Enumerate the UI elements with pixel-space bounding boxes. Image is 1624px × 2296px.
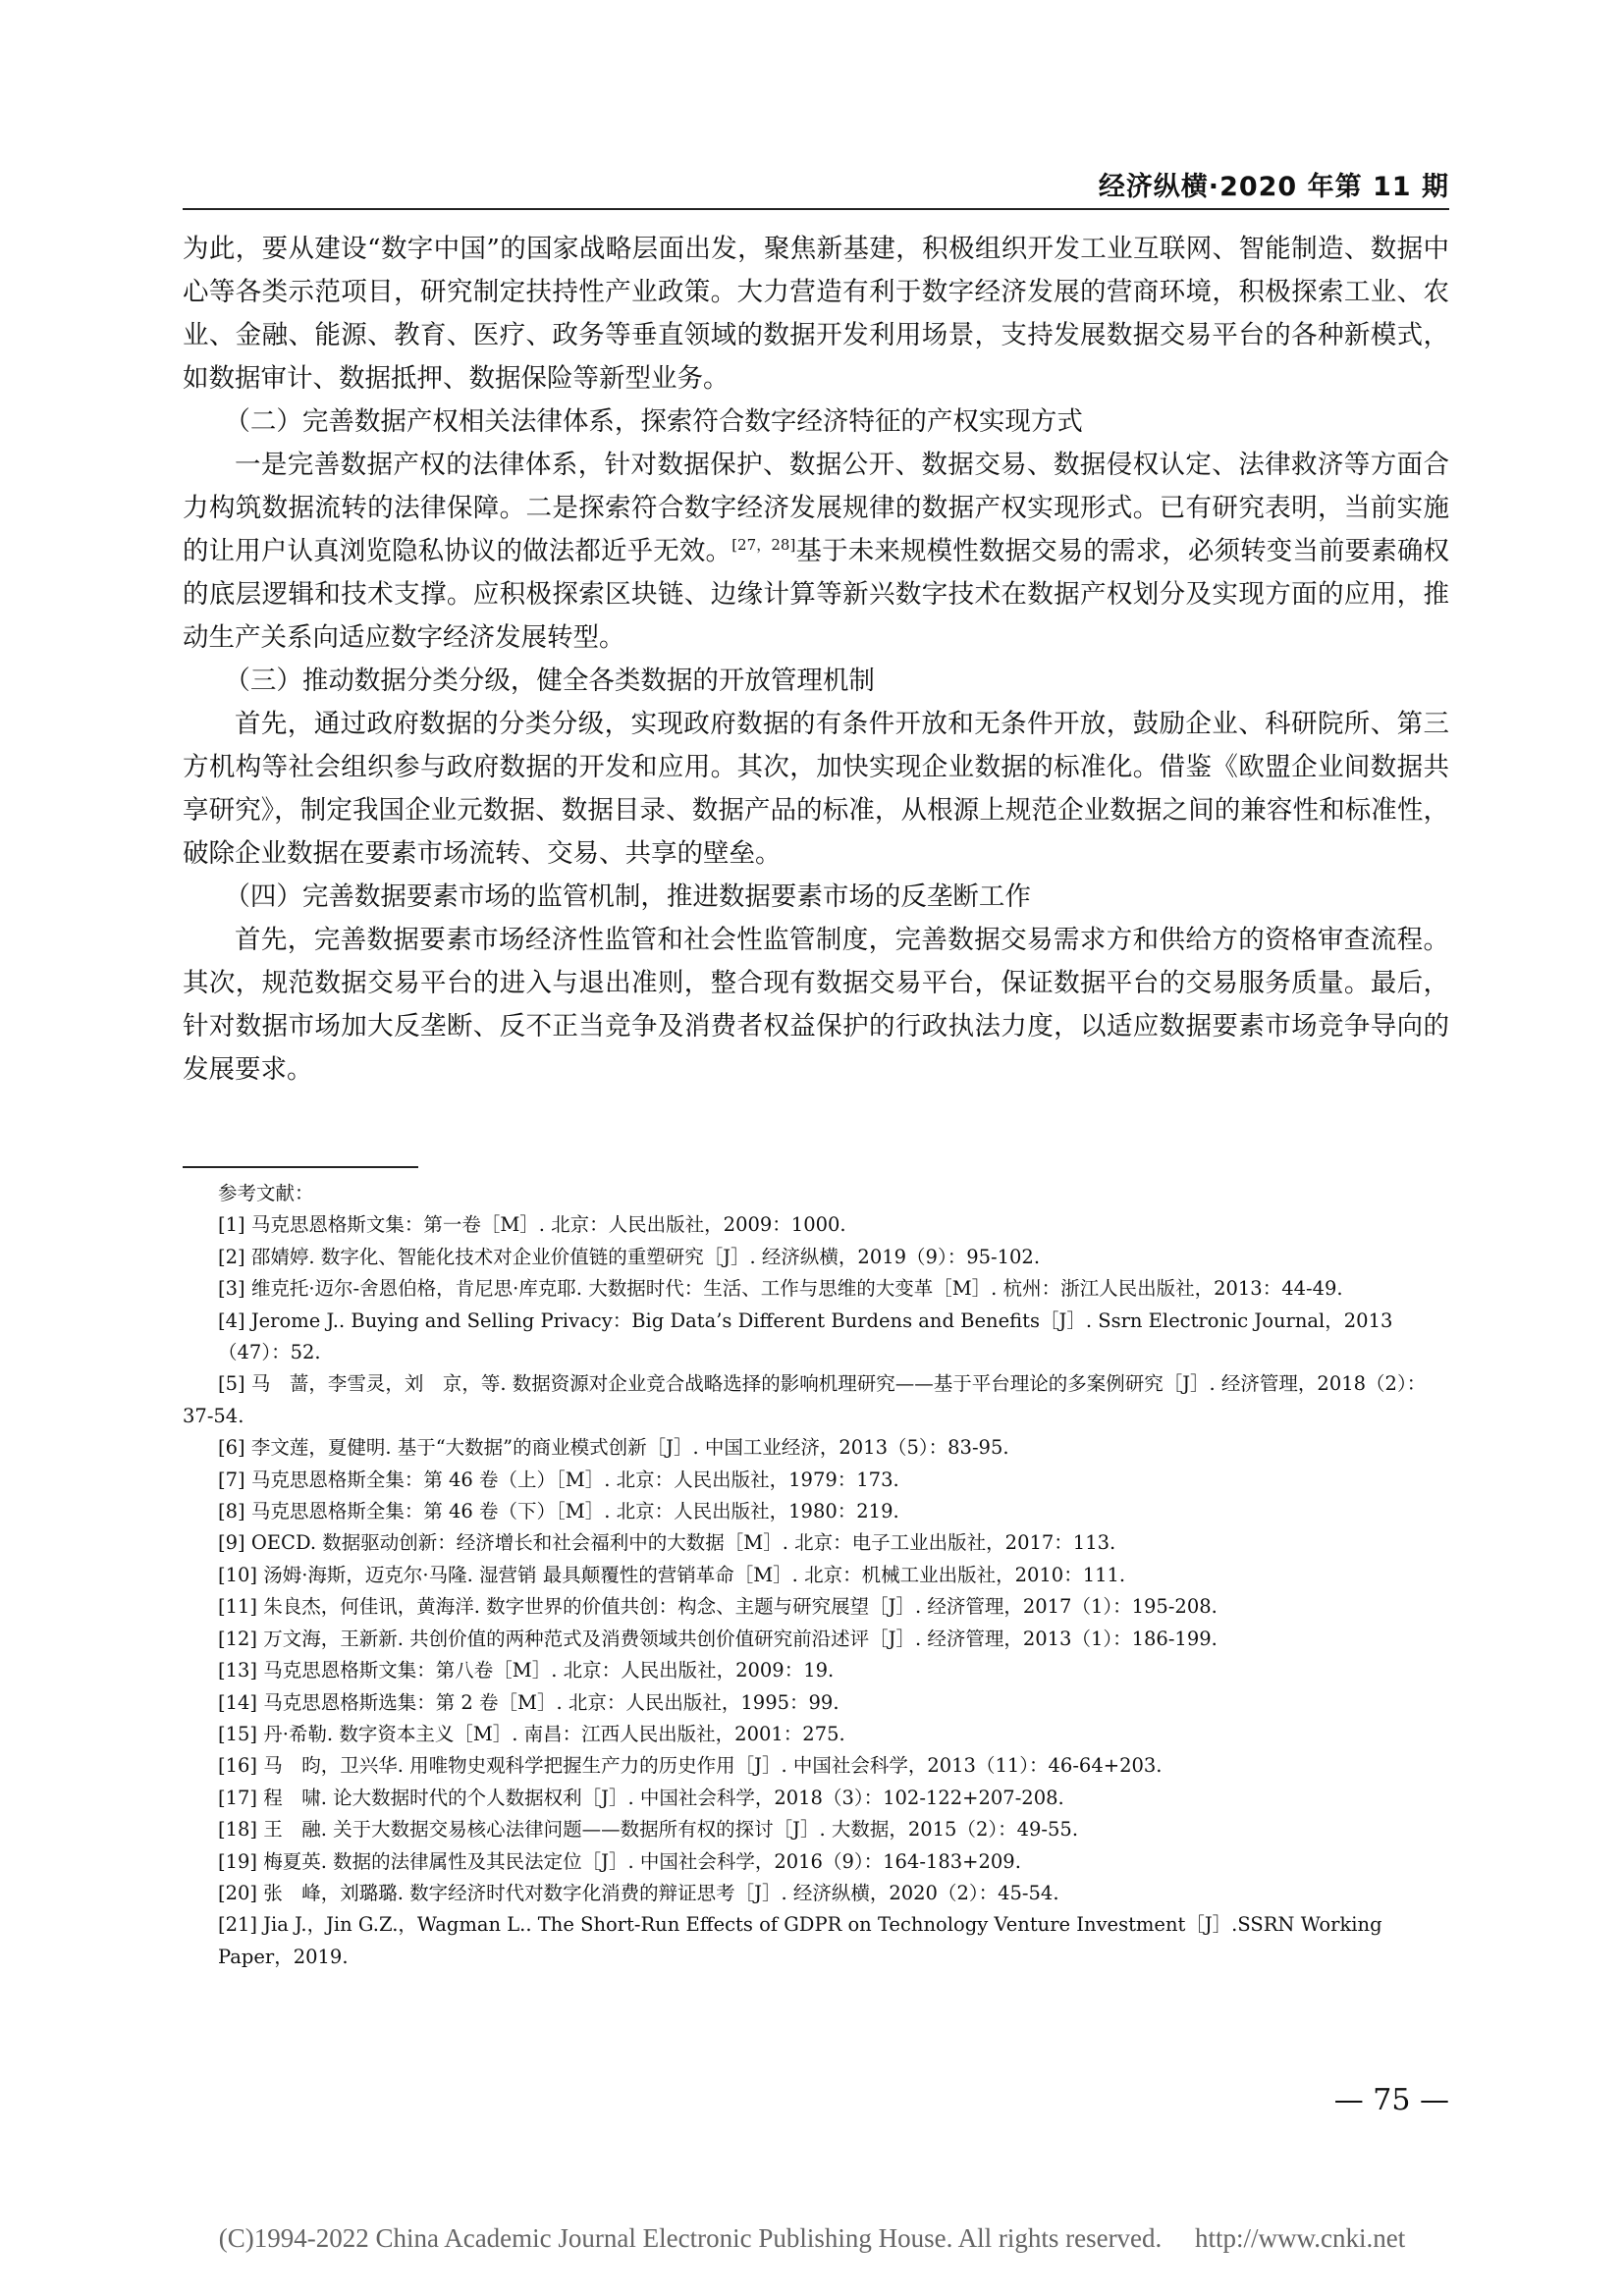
copyright-footer: (C)1994-2022 China Academic Journal Electronic Publishing House. All rights reserved. http://www.cnki.net [218,2223,1406,2253]
paragraph-2 [183,444,1449,660]
page-header [183,165,1449,210]
references-section [183,1178,1449,1973]
article-body [183,228,1449,1092]
paragraph-4: 首先，完善数据要素市场经济性监管和社会性监管制度，完善数据交易需求方和供给方的资格审查流程。其次，规范数据交易平台的进入与退出准则，整合现有数据交易平台，保证数据平台的交易服务质量。最后，针对数据市场加大反垄断、反不正当竞争及消费者权益保护的行政执法力度，以适应数据要素市场竞争导向的发展要求。 [183,925,1449,1085]
reference-item: [9] OECD. 数据驱动创新：经济增长和社会福利中的大数据［M］. 北京：电子工业出版社，2017：113. [218,1531,1116,1555]
reference-item: [12] 万文海，王新新. 共创价值的两种范式及消费领域共创价值研究前沿述评［J］. 经济管理，2013（1）：186-199. [218,1627,1218,1650]
reference-item: [13] 马克思恩格斯文集：第八卷［M］. 北京：人民出版社，2009：19. [218,1659,835,1682]
reference-item: [14] 马克思恩格斯选集：第 2 卷［M］. 北京：人民出版社，1995：99. [218,1690,839,1714]
reference-item: [3] 维克托·迈尔-舍恩伯格，肯尼思·库克耶. 大数据时代：生活、工作与思维的大变革［M］. 杭州：浙江人民出版社，2013：44-49. [218,1277,1343,1301]
reference-item: [4] Jerome J.. Buying and Selling Privacy：Big Data’s Different Burdens and Benefits［J］. Ssrn Electronic Journal，2013（47）：52. [218,1308,1393,1364]
section-heading-3: （三）推动数据分类分级，健全各类数据的开放管理机制 [224,666,875,696]
reference-list [183,1209,1449,1973]
paragraph-2-part-b: 基于未来规模性数据交易的需求，必须转变当前要素确权的底层逻辑和技术支撑。应积极探索区块链、边缘计算等新兴数字技术在数据产权划分及实现方面的应用，推动生产关系向适应数字经济发展转型。 [183,536,1450,653]
references-divider [183,1166,418,1168]
journal-issue-title: 经济纵横·2020 年第 11 期 [1098,172,1449,202]
references-title: 参考文献： [218,1182,314,1204]
reference-item: [15] 丹·希勒. 数字资本主义［M］. 南昌：江西人民出版社，2001：275. [218,1722,845,1745]
reference-item: [11] 朱良杰，何佳讯，黄海洋. 数字世界的价值共创：构念、主题与研究展望［J］. 经济管理，2017（1）：195-208. [218,1595,1218,1619]
reference-item: [2] 邵婧婷. 数字化、智能化技术对企业价值链的重塑研究［J］. 经济纵横，2019（9）：95-102. [218,1245,1041,1268]
reference-item: [10] 汤姆·海斯，迈克尔·马隆. 湿营销 最具颠覆性的营销革命［M］. 北京：机械工业出版社，2010：111. [218,1563,1126,1586]
reference-item: [5] 马 蔷，李雪灵，刘 京，等. 数据资源对企业竞合战略选择的影响机理研究——基于平台理论的多案例研究［J］. 经济管理，2018（2）：37-54. [183,1372,1427,1427]
reference-item: [7] 马克思恩格斯全集：第 46 卷（上）［M］. 北京：人民出版社，1979：173. [218,1468,899,1491]
section-heading-2: （二）完善数据产权相关法律体系，探索符合数字经济特征的产权实现方式 [224,406,1083,437]
paragraph-2-part-a: 一是完善数据产权的法律体系，针对数据保护、数据公开、数据交易、数据侵权认定、法律救济等方面合力构筑数据流转的法律保障。二是探索符合数字经济发展规律的数据产权实现形式。已有研究表明，当前实施的让用户认真浏览隐私协议的做法都近乎无效。 [183,450,1449,566]
reference-item: [1] 马克思恩格斯文集：第一卷［M］. 北京：人民出版社，2009：1000. [218,1213,846,1237]
paragraph-1: 为此，要从建设“数字中国”的国家战略层面出发，聚焦新基建，积极组织开发工业互联网、智能制造、数据中心等各类示范项目，研究制定扶持性产业政策。大力营造有利于数字经济发展的营商环境，积极探索工业、农业、金融、能源、教育、医疗、政务等垂直领域的数据开发利用场景，支持发展数据交易平台的各种新模式，如数据审计、数据抵押、数据保险等新型业务。 [183,234,1449,394]
section-heading-4: （四）完善数据要素市场的监管机制，推进数据要素市场的反垄断工作 [224,881,1031,912]
reference-item: [19] 梅夏英. 数据的法律属性及其民法定位［J］. 中国社会科学，2016（9）：164-183+209. [218,1849,1021,1873]
paragraph-3: 首先，通过政府数据的分类分级，实现政府数据的有条件开放和无条件开放，鼓励企业、科研院所、第三方机构等社会组织参与政府数据的开发和应用。其次，加快实现企业数据的标准化。借鉴《欧盟企业间数据共享研究》，制定我国企业元数据、数据目录、数据产品的标准，从根源上规范企业数据之间的兼容性和标准性，破除企业数据在要素市场流转、交易、共享的壁垒。 [183,709,1449,869]
reference-item: [18] 王 融. 关于大数据交易核心法律问题——数据所有权的探讨［J］. 大数据，2015（2）：49-55. [218,1818,1079,1842]
reference-item: [6] 李文莲，夏健明. 基于“大数据”的商业模式创新［J］. 中国工业经济，2013（5）：83-95. [218,1436,1009,1460]
reference-item: [16] 马 昀，卫兴华. 用唯物史观科学把握生产力的历史作用［J］. 中国社会科学，2013（11）：46-64+203. [218,1754,1163,1778]
reference-item: [17] 程 啸. 论大数据时代的个人数据权利［J］. 中国社会科学，2018（3）：102-122+207-208. [218,1786,1064,1809]
reference-item: [20] 张 峰，刘璐璐. 数字经济时代对数字化消费的辩证思考［J］. 经济纵横，2020（2）：45-54. [218,1881,1059,1904]
reference-item: [8] 马克思恩格斯全集：第 46 卷（下）［M］. 北京：人民出版社，1980：219. [218,1500,899,1523]
page-number: — 75 — [1333,2083,1449,2117]
reference-item: [21] Jia J.，Jin G.Z.，Wagman L.. The Short-Run Effects of GDPR on Technology Venture Investment［J］.SSRN Working Paper，2019. [218,1913,1382,1968]
citation-27-28[interactable]: [27，28] [731,536,796,555]
